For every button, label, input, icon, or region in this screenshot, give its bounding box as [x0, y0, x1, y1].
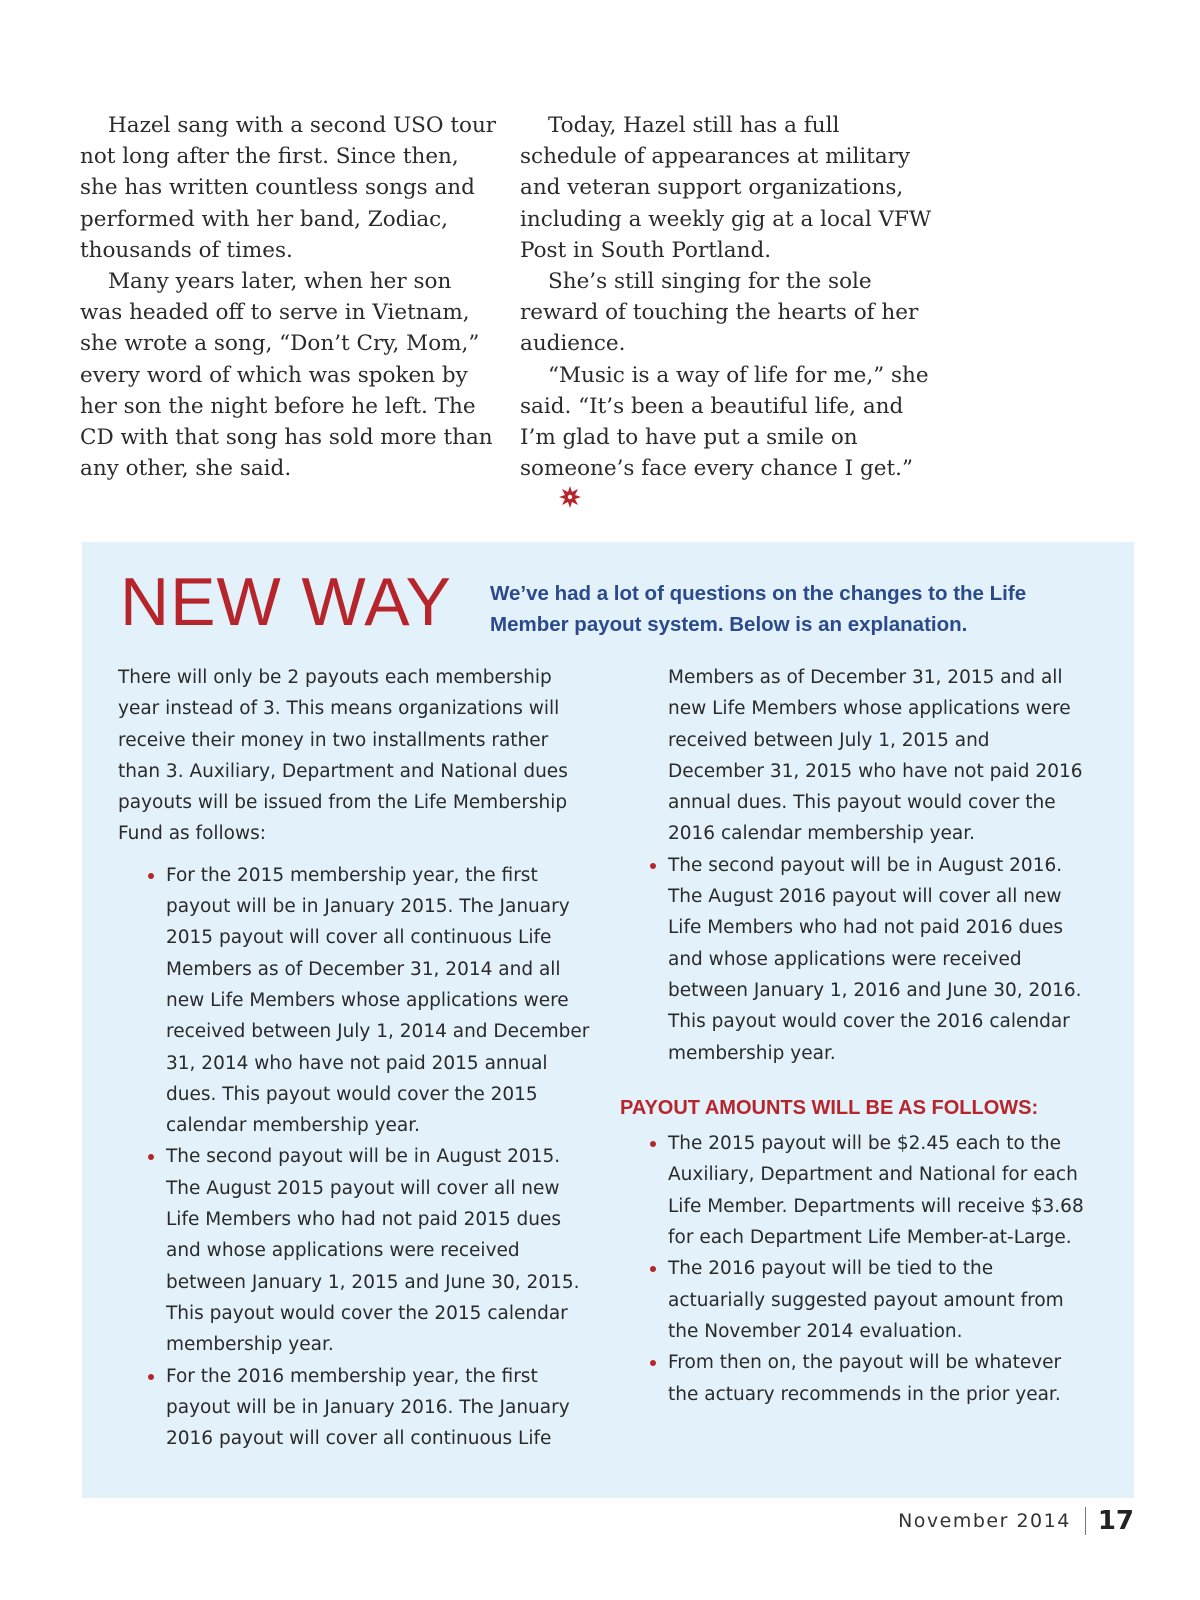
- payout-schedule-list-continued: [620, 850, 1090, 1069]
- story-paragraph: She’s still singing for the sole reward of touching the hearts of her audience.: [520, 269, 919, 357]
- story-paragraph: Many years later, when her son was headed off to serve in Vietnam, she wrote a song, “Don’t Cry, Mom,” every word of which was spoken by her son the night before he left. The CD with that song has sold more than any other, she said.: [80, 269, 493, 482]
- story-paragraph: Today, Hazel still has a full schedule of appearances at military and veteran support organizations, including a weekly gig at a local VFW Post in South Portland.: [520, 113, 932, 263]
- sidebar-column-2: [620, 662, 1090, 1410]
- footer-divider: [1085, 1507, 1086, 1535]
- list-item: For the 2015 membership year, the first payout will be in January 2015. The January 2015 payout will cover all continuous Life Members as of December 31, 2014 and all new Life Members whose applications were received between July 1, 2014 and December 31, 2014 who have not paid 2015 annual dues. This payout would cover the 2015 calendar membership year.: [118, 860, 592, 1142]
- sidebar-title: NEW WAY: [120, 564, 452, 640]
- page-number: 17: [1097, 1506, 1134, 1536]
- story-final-text: “Music is a way of life for me,” she said. “It’s been a beautiful life, and I’m glad to have put a smile on someone’s face every chance I get.”: [520, 362, 929, 482]
- new-way-sidebar: [82, 542, 1134, 1498]
- payout-amounts-heading: PAYOUT AMOUNTS WILL BE AS FOLLOWS:: [620, 1096, 1039, 1119]
- story-column-2: [520, 110, 940, 519]
- page-footer: [898, 1506, 1134, 1536]
- list-item-continued: Members as of December 31, 2015 and all new Life Members whose applications were received between July 1, 2015 and December 31, 2015 who have not paid 2016 annual dues. This payout would cover the 2016 calendar membership year.: [668, 667, 1083, 845]
- list-item: The second payout will be in August 2015. The August 2015 payout will cover all new Life Members who had not paid 2015 dues and whose applications were received between January 1, 2015 and June 30, 2015. This payout would cover the 2015 calendar membership year.: [118, 1141, 592, 1360]
- list-item: The 2015 payout will be $2.45 each to the Auxiliary, Department and National for each Life Member. Departments will receive $3.68 for each Department Life Member-at-Large.: [620, 1128, 1090, 1253]
- issue-date: November 2014: [898, 1510, 1071, 1532]
- list-item: For the 2016 membership year, the first payout will be in January 2016. The January 2016 payout will cover all continuous Life: [118, 1361, 592, 1455]
- sidebar-intro: We’ve had a lot of questions on the changes to the Life Member payout system. Below is an explanation.: [490, 582, 1027, 636]
- list-item: From then on, the payout will be whatever the actuary recommends in the prior year.: [620, 1347, 1090, 1410]
- sidebar-lead-paragraph: There will only be 2 payouts each membership year instead of 3. This means organizations will receive their money in two installments rather than 3. Auxiliary, Department and National dues payouts will be issued from the Life Membership Fund as follows:: [118, 667, 568, 845]
- sidebar-column-1: [118, 662, 592, 1454]
- payout-schedule-list: [118, 860, 592, 1455]
- payout-amounts-list: [620, 1128, 1090, 1410]
- list-item: The 2016 payout will be tied to the actuarially suggested payout amount from the November 2014 evaluation.: [620, 1253, 1090, 1347]
- story-paragraph: Hazel sang with a second USO tour not long after the first. Since then, she has written countless songs and performed with her band, Zodiac, thousands of times.: [80, 113, 497, 263]
- story-paragraph-final: [520, 360, 940, 519]
- red-cross-end-mark-icon: [530, 485, 582, 518]
- story-column-1: [80, 110, 500, 484]
- list-item: The second payout will be in August 2016. The August 2016 payout will cover all new Life Members who had not paid 2016 dues and whose applications were received between January 1, 2016 and June 30, 2016. This payout would cover the 2016 calendar membership year.: [620, 850, 1090, 1069]
